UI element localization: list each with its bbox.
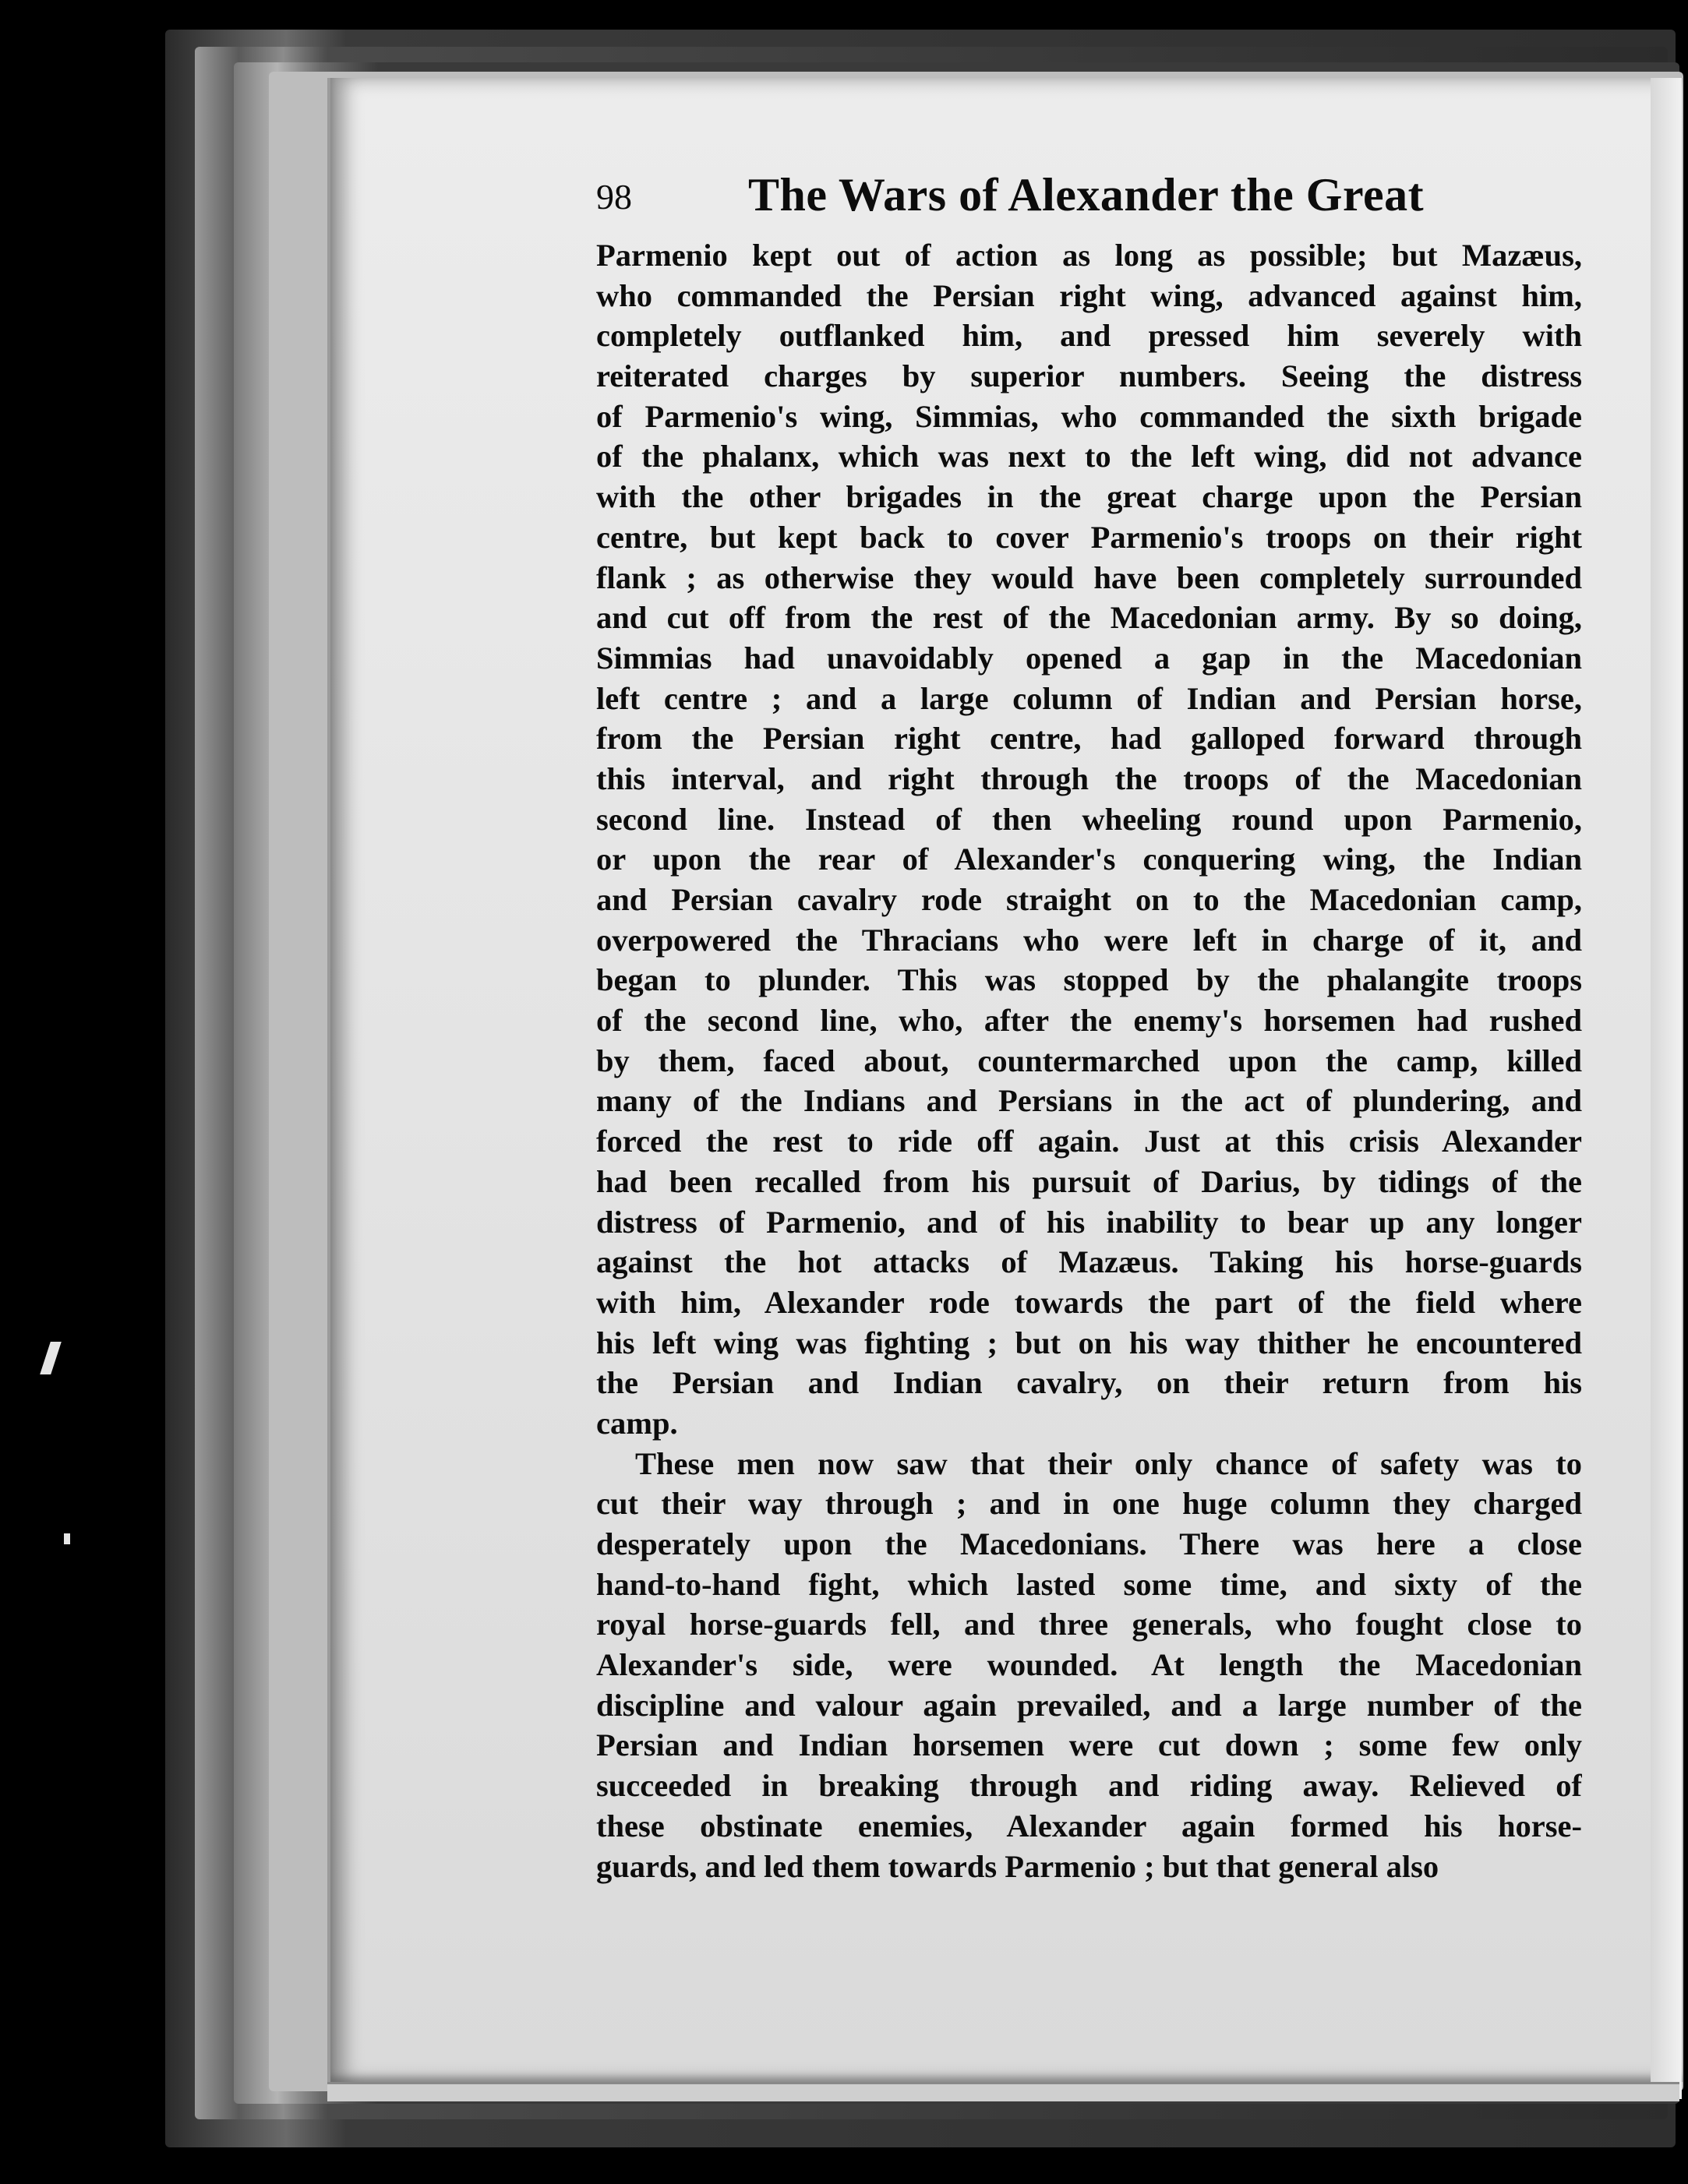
paragraph — [596, 1444, 1582, 1887]
text-line: from the Persian right centre, had galloped forward through — [596, 721, 1582, 757]
text-line: of Parmenio's wing, Simmias, who commanded the sixth brigade — [596, 398, 1582, 434]
text-line: with the other brigades in the great charge upon the Persian — [596, 479, 1582, 515]
text-line: had been recalled from his pursuit of Darius, by tidings of the — [596, 1163, 1582, 1199]
text-line: Alexander's side, were wounded. At length the Macedonian — [596, 1647, 1582, 1683]
text-line: Simmias had unavoidably opened a gap in the Macedonian — [596, 640, 1582, 676]
text-line: overpowered the Thracians who were left in charge of it, and — [596, 922, 1582, 958]
scan-speck — [40, 1342, 62, 1374]
text-line: the Persian and Indian cavalry, on their return from his — [596, 1365, 1582, 1401]
text-line: and Persian cavalry rode straight on to the Macedonian camp, — [596, 882, 1582, 917]
text-line: completely outflanked him, and pressed him severely with — [596, 318, 1582, 354]
text-line: who commanded the Persian right wing, advanced against him, — [596, 277, 1582, 313]
text-line: These men now saw that their only chance of safety was to — [635, 1445, 1582, 1481]
page-right-edge — [1651, 78, 1682, 2099]
text-line: hand-to-hand fight, which lasted some time, and sixty of the — [596, 1566, 1582, 1602]
text-line: cut their way through ; and in one huge column they charged — [596, 1486, 1582, 1522]
text-line: with him, Alexander rode towards the part of the field where — [596, 1284, 1582, 1320]
running-header — [596, 168, 1582, 235]
paragraph — [596, 235, 1582, 1444]
text-line: reiterated charges by superior numbers. Seeing the distress — [596, 358, 1582, 394]
text-line: second line. Instead of then wheeling round upon Parmenio, — [596, 801, 1582, 837]
scan-speck — [64, 1533, 70, 1544]
text-line: this interval, and right through the troops of the Macedonian — [596, 760, 1582, 796]
text-line: of the phalanx, which was next to the left wing, did not advance — [596, 439, 1582, 475]
text-line: against the hot attacks of Mazæus. Taking his horse-guards — [596, 1244, 1582, 1280]
text-line: centre, but kept back to cover Parmenio's troops on their right — [596, 519, 1582, 555]
text-line: camp. — [596, 1405, 678, 1441]
text-line: these obstinate enemies, Alexander again formed his horse- — [596, 1808, 1582, 1844]
text-line: desperately upon the Macedonians. There was here a close — [596, 1526, 1582, 1561]
text-line: by them, faced about, countermarched upon the camp, killed — [596, 1043, 1582, 1078]
text-line: discipline and valour again prevailed, and a large number of the — [596, 1687, 1582, 1723]
text-line: many of the Indians and Persians in the act of plundering, and — [596, 1083, 1582, 1119]
text-line: began to plunder. This was stopped by the phalangite troops — [596, 962, 1582, 998]
text-line: left centre ; and a large column of Indian and Persian horse, — [596, 680, 1582, 716]
text-line: and cut off from the rest of the Macedonian army. By so doing, — [596, 600, 1582, 636]
page-bottom-edge — [327, 2082, 1679, 2101]
text-line: succeeded in breaking through and riding away. Relieved of — [596, 1768, 1582, 1804]
text-line: of the second line, who, after the enemy's horsemen had rushed — [596, 1003, 1582, 1039]
text-line: or upon the rear of Alexander's conquering wing, the Indian — [596, 841, 1582, 877]
text-line: flank ; as otherwise they would have been completely surrounded — [596, 559, 1582, 595]
page-text — [596, 168, 1582, 1886]
text-line: his left wing was fighting ; but on his way thither he encountered — [596, 1325, 1582, 1360]
text-line: royal horse-guards fell, and three generals, who fought close to — [596, 1607, 1582, 1642]
page-number: 98 — [596, 177, 632, 217]
running-title: The Wars of Alexander the Great — [748, 169, 1425, 221]
text-line: distress of Parmenio, and of his inability to bear up any longer — [596, 1204, 1582, 1240]
text-line: Persian and Indian horsemen were cut down ; some few only — [596, 1727, 1582, 1763]
text-line: forced the rest to ride off again. Just at this crisis Alexander — [596, 1124, 1582, 1159]
text-line: guards, and led them towards Parmenio ; but that general also — [596, 1848, 1439, 1884]
text-line: Parmenio kept out of action as long as possible; but Mazæus, — [596, 238, 1582, 273]
